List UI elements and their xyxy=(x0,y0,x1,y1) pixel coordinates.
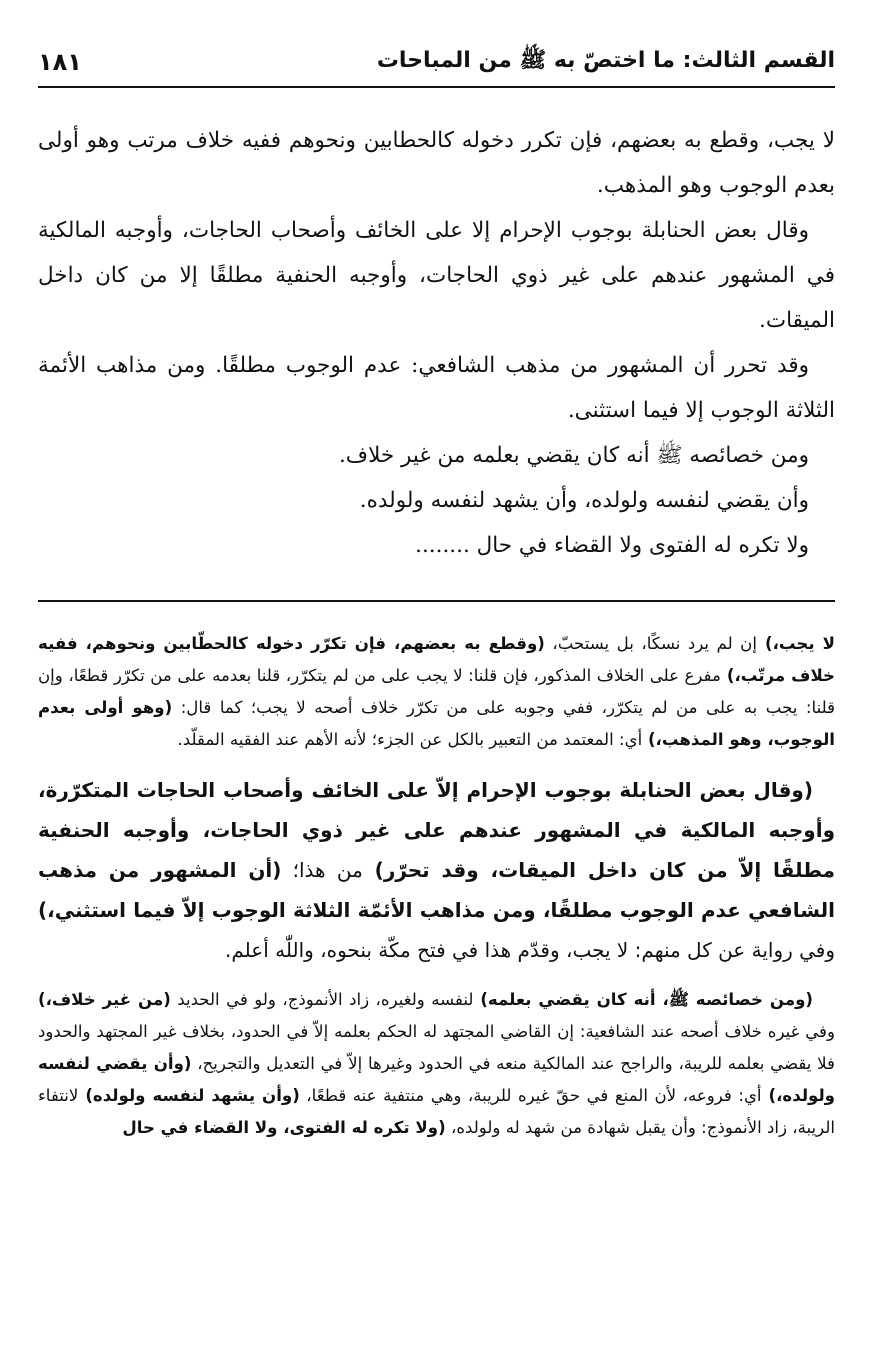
running-title: القسم الثالث: ما اختصّ به ﷺ من المباحات xyxy=(376,48,835,73)
main-text xyxy=(38,118,835,568)
commentary-paragraph-1 xyxy=(38,628,835,756)
explanation-text: لانتفاء الريبة، زاد الأنموذج: وأن يقبل شهادة من شهد له ولولده، xyxy=(38,1086,835,1137)
quoted-text: (ولا تكره له الفتوى، ولا القضاء في حال xyxy=(122,1118,446,1137)
quoted-text: لا يجب،) xyxy=(756,634,835,653)
explanation-text: مفرع على الخلاف المذكور، فإن قلنا: لا يجب على من لم يتكرّر، قلنا بعدمه على من تكرّر قطعًا، وإن قلنا: يجب به على من لم يتكرّر، ففي وجوبه على من تكرّر خلاف أصحه لا يجب؛ كما قال: xyxy=(38,666,835,717)
explanation-text: أي: فروعه، لأن المنع في حقّ غيره للريبة، وهي منتفية عنه قطعًا، xyxy=(299,1086,762,1105)
page-number: ١٨١ xyxy=(38,48,82,76)
quoted-text: (وهو أولى بعدم الوجوب، وهو المذهب،) xyxy=(38,698,835,749)
commentary-paragraph-2 xyxy=(38,770,835,970)
explanation-text: لنفسه ولغيره، زاد الأنموذج، ولو في الحديد xyxy=(170,990,474,1009)
explanation-text: وفي رواية عن كل منهم: لا يجب، وقدّم هذا في فتح مكّة بنحوه، واللّٰه أعلم. xyxy=(225,938,835,962)
section-divider xyxy=(38,600,835,602)
commentary-text xyxy=(38,628,835,1158)
quoted-text: (ومن خصائصه ﷺ، أنه كان يقضي بعلمه) xyxy=(473,990,814,1009)
quoted-text: (وقطع به بعضهم، فإن تكرّر دخوله كالحطّابين ونحوهم، ففيه خلاف مرتّب،) xyxy=(38,634,836,685)
quoted-text: (وأن يشهد لنفسه ولولده) xyxy=(78,1086,300,1105)
main-paragraph-3: وقد تحرر أن المشهور من مذهب الشافعي: عدم الوجوب مطلقًا. ومن مذاهب الأئمة الثلاثة الوجوب إلا فيما استثنى. xyxy=(38,353,835,423)
main-paragraph-5: وأن يقضي لنفسه ولولده، وأن يشهد لنفسه ولولده. xyxy=(359,488,809,513)
quoted-text: (من غير خلاف،) xyxy=(38,990,171,1009)
quoted-text: (وقال بعض الحنابلة بوجوب الإحرام إلاّ على الخائف وأصحاب الحاجات المتكرّرة، وأوجبه المالكية في المشهور عندهم على غير ذوي الحاجات، وأوجبه الحنفية مطلقًا إلاّ من كان داخل الميقات، وقد تحرّر) xyxy=(38,778,835,882)
commentary-paragraph-3 xyxy=(38,984,835,1144)
main-paragraph-1: لا يجب، وقطع به بعضهم، فإن تكرر دخوله كالحطابين ونحوهم ففيه خلاف مرتب وهو أولى بعدم الوجوب وهو المذهب. xyxy=(38,128,835,198)
main-paragraph-4: ومن خصائصه ﷺ أنه كان يقضي بعلمه من غير خلاف. xyxy=(338,443,809,468)
explanation-text: وفي غيره خلاف أصحه عند الشافعية: إن القاضي المجتهد له الحكم بعلمه إلاّ في الحدود، بخلاف غير المجتهد والحدود فلا يقضي بعلمه للريبة، والراجح عند المالكية منعه في الحدود وغيرها إلاّ في التعديل والتجريح، xyxy=(38,1022,835,1073)
explanation-text: إن لم يرد نسكًا، بل يستحبّ، xyxy=(544,634,757,653)
quoted-text: (أن المشهور من مذهب الشافعي عدم الوجوب مطلقًا، ومن مذاهب الأئمّة الثلاثة الوجوب إلاّ فيما استثني،) xyxy=(38,858,835,922)
main-paragraph-6: ولا تكره له الفتوى ولا القضاء في حال ........ xyxy=(415,533,809,558)
explanation-text: أي: المعتمد من التعبير بالكل عن الجزء؛ لأنه الأهم عند الفقيه المقلّد. xyxy=(177,730,643,749)
page-header xyxy=(38,38,835,88)
main-paragraph-2: وقال بعض الحنابلة بوجوب الإحرام إلا على الخائف وأصحاب الحاجات، وأوجبه المالكية في المشهور عندهم على غير ذوي الحاجات، وأوجبه الحنفية مطلقًا إلا من كان داخل الميقات. xyxy=(38,218,835,333)
quoted-text: (وأن يقضي لنفسه ولولده،) xyxy=(38,1054,835,1105)
explanation-text: من هذا؛ xyxy=(281,858,363,882)
